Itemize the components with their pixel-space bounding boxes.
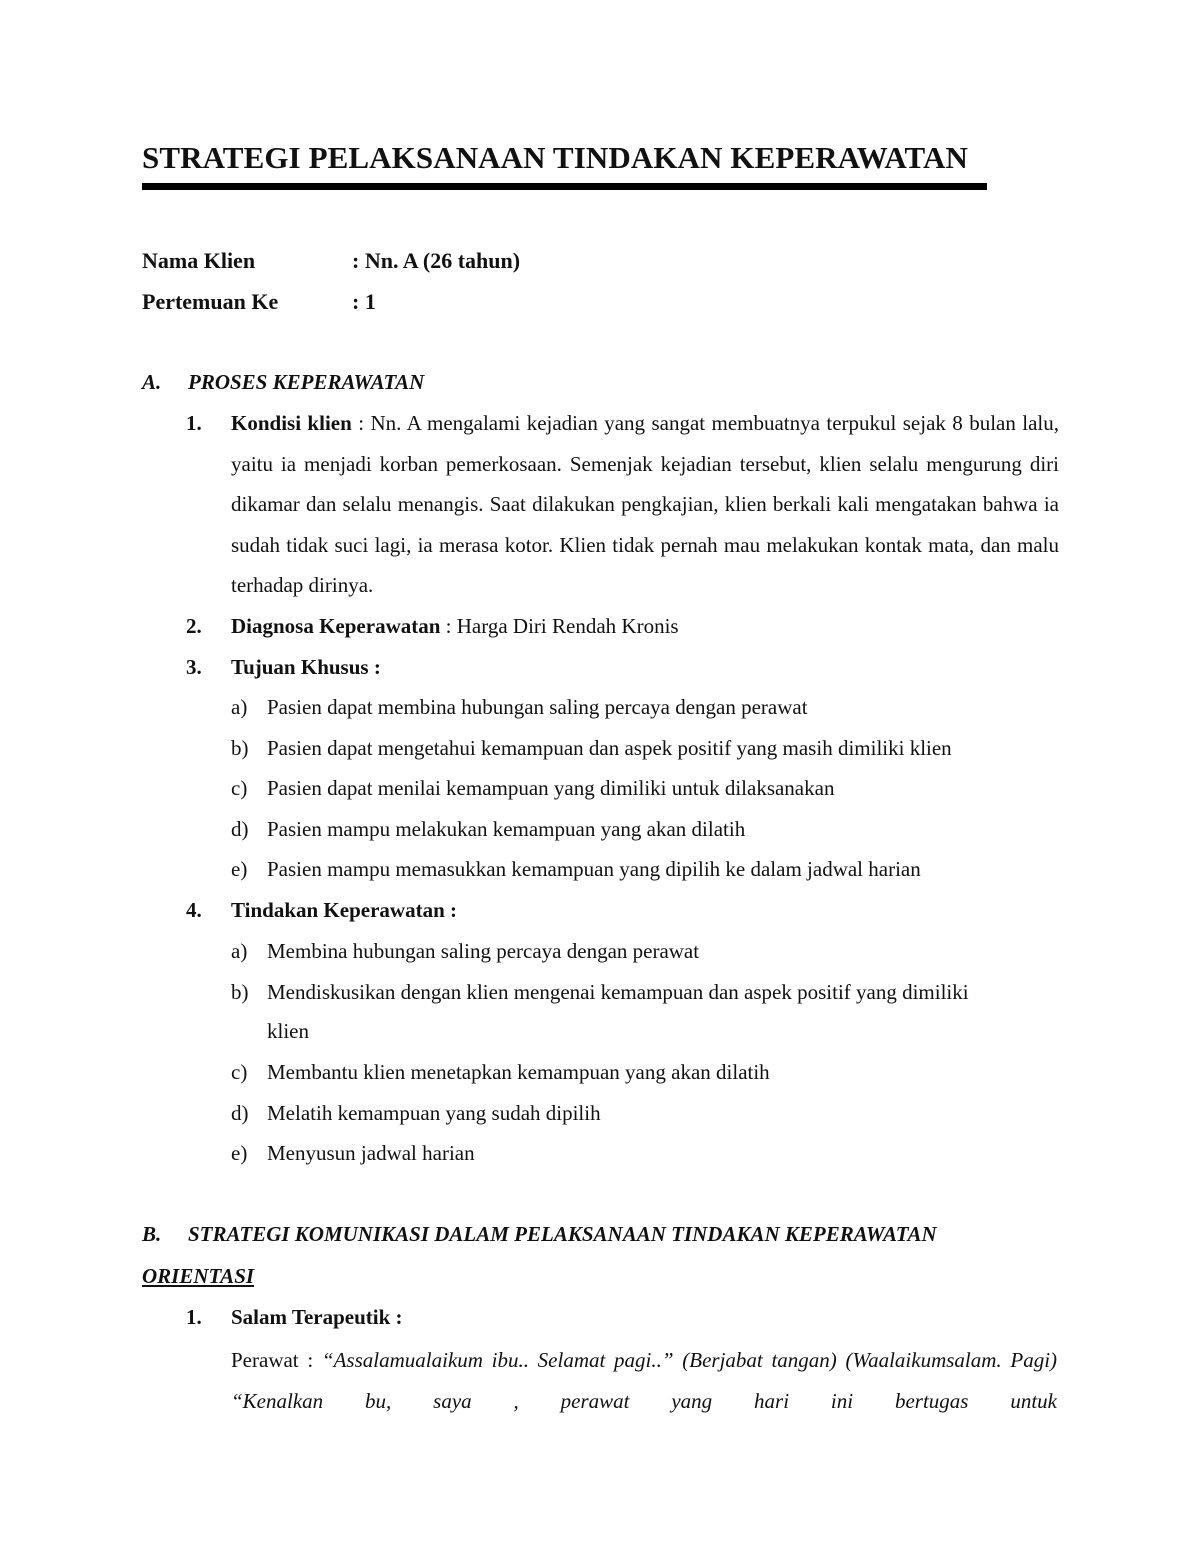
kondisi-line: bulan lalu, yaitu ia menjadi korban pemerkosaan. Semenjak kejadian tersebut, klien: [231, 411, 1059, 476]
tindakan-label: Tindakan Keperawatan: [231, 898, 445, 922]
list-item-letter: b): [231, 980, 249, 1004]
dialog-paragraph: [231, 1340, 1057, 1421]
item-number: 4.: [186, 898, 202, 922]
list-item-letter: c): [231, 776, 248, 800]
list-item-continuation: klien: [267, 1019, 309, 1043]
section-b-title: STRATEGI KOMUNIKASI DALAM PELAKSANAAN TINDAKAN KEPERAWATAN: [188, 1222, 937, 1246]
kondisi-klien-label: Kondisi klien: [231, 411, 352, 435]
salam-terapeutik-label: Salam Terapeutik: [231, 1305, 391, 1329]
dialog-speaker: Perawat: [231, 1348, 299, 1372]
list-item: Pasien dapat menilai kemampuan yang dimiliki untuk dilaksanakan: [267, 776, 835, 800]
kondisi-line: berkali kali mengatakan bahwa ia sudah tidak suci lagi, ia merasa kotor. Klien tidak: [231, 492, 1059, 557]
list-item: Melatih kemampuan yang sudah dipilih: [267, 1101, 601, 1125]
salam-terapeutik-heading: [231, 1305, 403, 1330]
section-a-letter: A.: [142, 370, 162, 394]
item-number: 2.: [186, 614, 202, 638]
section-a-heading: [142, 370, 424, 395]
dialog-line: “Assalamualaikum ibu.. Selamat pagi..” (Berjabat tangan): [321, 1348, 837, 1372]
title-underline-rule: [142, 183, 987, 190]
diagnosa-item: [231, 614, 679, 639]
list-item: Pasien mampu melakukan kemampuan yang akan dilatih: [267, 817, 746, 841]
tindakan-heading: [231, 898, 457, 923]
list-item-letter: d): [231, 817, 249, 841]
section-a-title: PROSES KEPERAWATAN: [188, 370, 425, 394]
section-b-letter: B.: [142, 1222, 162, 1246]
diagnosa-separator: :: [440, 614, 457, 638]
pertemuan-value: : 1: [352, 289, 376, 314]
list-item: Membantu klien menetapkan kemampuan yang akan dilatih: [267, 1060, 770, 1084]
kondisi-line: selalu mengurung diri dikamar dan selalu menangis. Saat dilakukan pengkajian, klien: [231, 451, 1060, 517]
dialog-line: (Waalaikumsalam. Pagi) “Kenalkan bu, saya , perawat yang hari ini bertugas untuk: [231, 1348, 1058, 1413]
nama-klien-value: : Nn. A (26 tahun): [352, 248, 521, 273]
kondisi-klien-separator: :: [351, 411, 371, 435]
salam-terapeutik-separator: :: [390, 1305, 403, 1329]
tujuan-khusus-heading: [231, 655, 381, 680]
item-number: 3.: [186, 655, 202, 679]
pertemuan-label: Pertemuan Ke: [142, 289, 279, 314]
list-item: Membina hubungan saling percaya dengan perawat: [267, 939, 700, 963]
list-item-letter: a): [231, 695, 248, 719]
list-item: Menyusun jadwal harian: [267, 1141, 475, 1165]
tindakan-separator: :: [444, 898, 457, 922]
list-item-letter: e): [231, 1141, 248, 1165]
list-item: Pasien dapat membina hubungan saling percaya dengan perawat: [267, 695, 808, 719]
tujuan-khusus-separator: :: [368, 655, 381, 679]
list-item-letter: b): [231, 736, 249, 760]
orientasi-heading: ORIENTASI: [142, 1264, 255, 1288]
item-number: 1.: [186, 411, 202, 435]
nama-klien-label: Nama Klien: [142, 248, 256, 273]
tujuan-khusus-label: Tujuan Khusus: [231, 655, 369, 679]
list-item-letter: d): [231, 1101, 249, 1125]
section-b-heading: [142, 1222, 937, 1247]
diagnosa-text: Harga Diri Rendah Kronis: [456, 614, 679, 638]
document-title: STRATEGI PELAKSANAAN TINDAKAN KEPERAWATAN: [142, 140, 969, 175]
kondisi-klien-paragraph: [231, 403, 1059, 606]
kondisi-line: Nn. A mengalami kejadian yang sangat membuatnya terpukul sejak 8: [370, 411, 963, 435]
kondisi-line: pernah mau melakukan kontak mata, dan malu terhadap dirinya.: [231, 532, 1060, 598]
list-item: Pasien dapat mengetahui kemampuan dan aspek positif yang masih dimiliki klien: [267, 736, 952, 760]
dialog-colon: :: [307, 1348, 314, 1372]
list-item: Pasien mampu memasukkan kemampuan yang dipilih ke dalam jadwal harian: [267, 857, 921, 881]
list-item-letter: a): [231, 939, 248, 963]
list-item-letter: e): [231, 857, 248, 881]
list-item-letter: c): [231, 1060, 248, 1084]
diagnosa-label: Diagnosa Keperawatan: [231, 614, 441, 638]
list-item: Mendiskusikan dengan klien mengenai kemampuan dan aspek positif yang dimiliki: [267, 980, 969, 1004]
item-number: 1.: [186, 1305, 202, 1329]
